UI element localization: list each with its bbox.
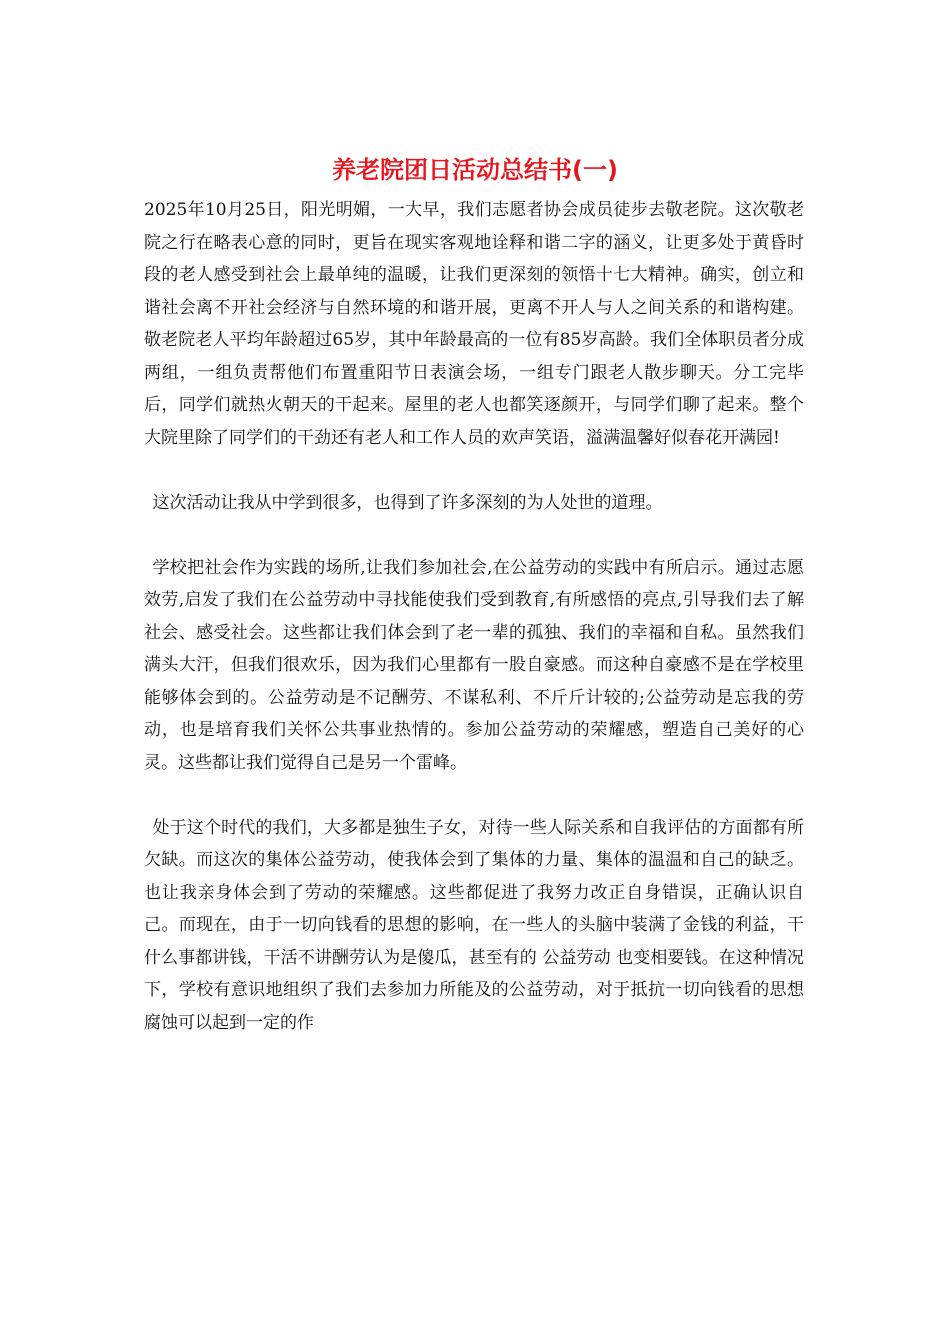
paragraph-2: 这次活动让我从中学到很多，也得到了许多深刻的为人处世的道理。 xyxy=(152,492,663,513)
document-title: 养老院团日活动总结书(一) xyxy=(332,156,618,184)
paragraph-3: 学校把社会作为实践的场所,让我们参加社会,在公益劳动的实践中有所启示。通过志愿效劳,启发了我们在公益劳动中寻找能使我们受到教育,有所感悟的亮点,引导我们去了解社会、感受社会。这些都让我们体会到了老一辈的孤独、我们的幸福和自私。虽然我们满头大汗，但我们很欢乐，因为我们心里都有一股自豪感。而这种自豪感不是在学校里能够体会到的。公益劳动是不记酬劳、不谋私利、不斤斤计较的;公益劳动是忘我的劳动，也是培育我们关怀公共事业热情的。参加公益劳动的荣耀感，塑造自己美好的心灵。这些都让我们觉得自己是另一个雷峰。 xyxy=(144,557,804,773)
document-body xyxy=(144,194,804,1072)
paragraph-4: 处于这个时代的我们，大多都是独生子女，对待一些人际关系和自我评估的方面都有所欠缺。而这次的集体公益劳动，使我体会到了集体的力量、集体的温温和自己的缺乏。也让我亲身体会到了劳动的荣耀感。这些都促进了我努力改正自身错误，正确认识自己。而现在，由于一切向钱看的思想的影响，在一些人的头脑中装满了金钱的利益，干什么事都讲钱，干活不讲酬劳认为是傻瓜，甚至有的 公益劳动 也变相要钱。在这种情况下，学校有意识地组织了我们去参加力所能及的公益劳动，对于抵抗一切向钱看的思想腐蚀可以起到一定的作 xyxy=(144,817,804,1033)
paragraph-1: 2025年10月25日，阳光明媚，一大早，我们志愿者协会成员徒步去敬老院。这次敬老院之行在略表心意的同时，更旨在现实客观地诠释和谐二字的涵义，让更多处于黄昏时段的老人感受到社会上最单纯的温暖，让我们更深刻的领悟十七大精神。确实，创立和谐社会离不开社会经济与自然环境的和谐开展，更离不开人与人之间关系的和谐构建。敬老院老人平均年龄超过65岁，其中年龄最高的一位有85岁高龄。我们全体职员者分成两组，一组负责帮他们布置重阳节日表演会场，一组专门跟老人散步聊天。分工完毕后，同学们就热火朝天的干起来。屋里的老人也都笑逐颜开，与同学们聊了起来。整个大院里除了同学们的干劲还有老人和工作人员的欢声笑语，溢满温馨好似春花开满园! xyxy=(144,200,804,448)
